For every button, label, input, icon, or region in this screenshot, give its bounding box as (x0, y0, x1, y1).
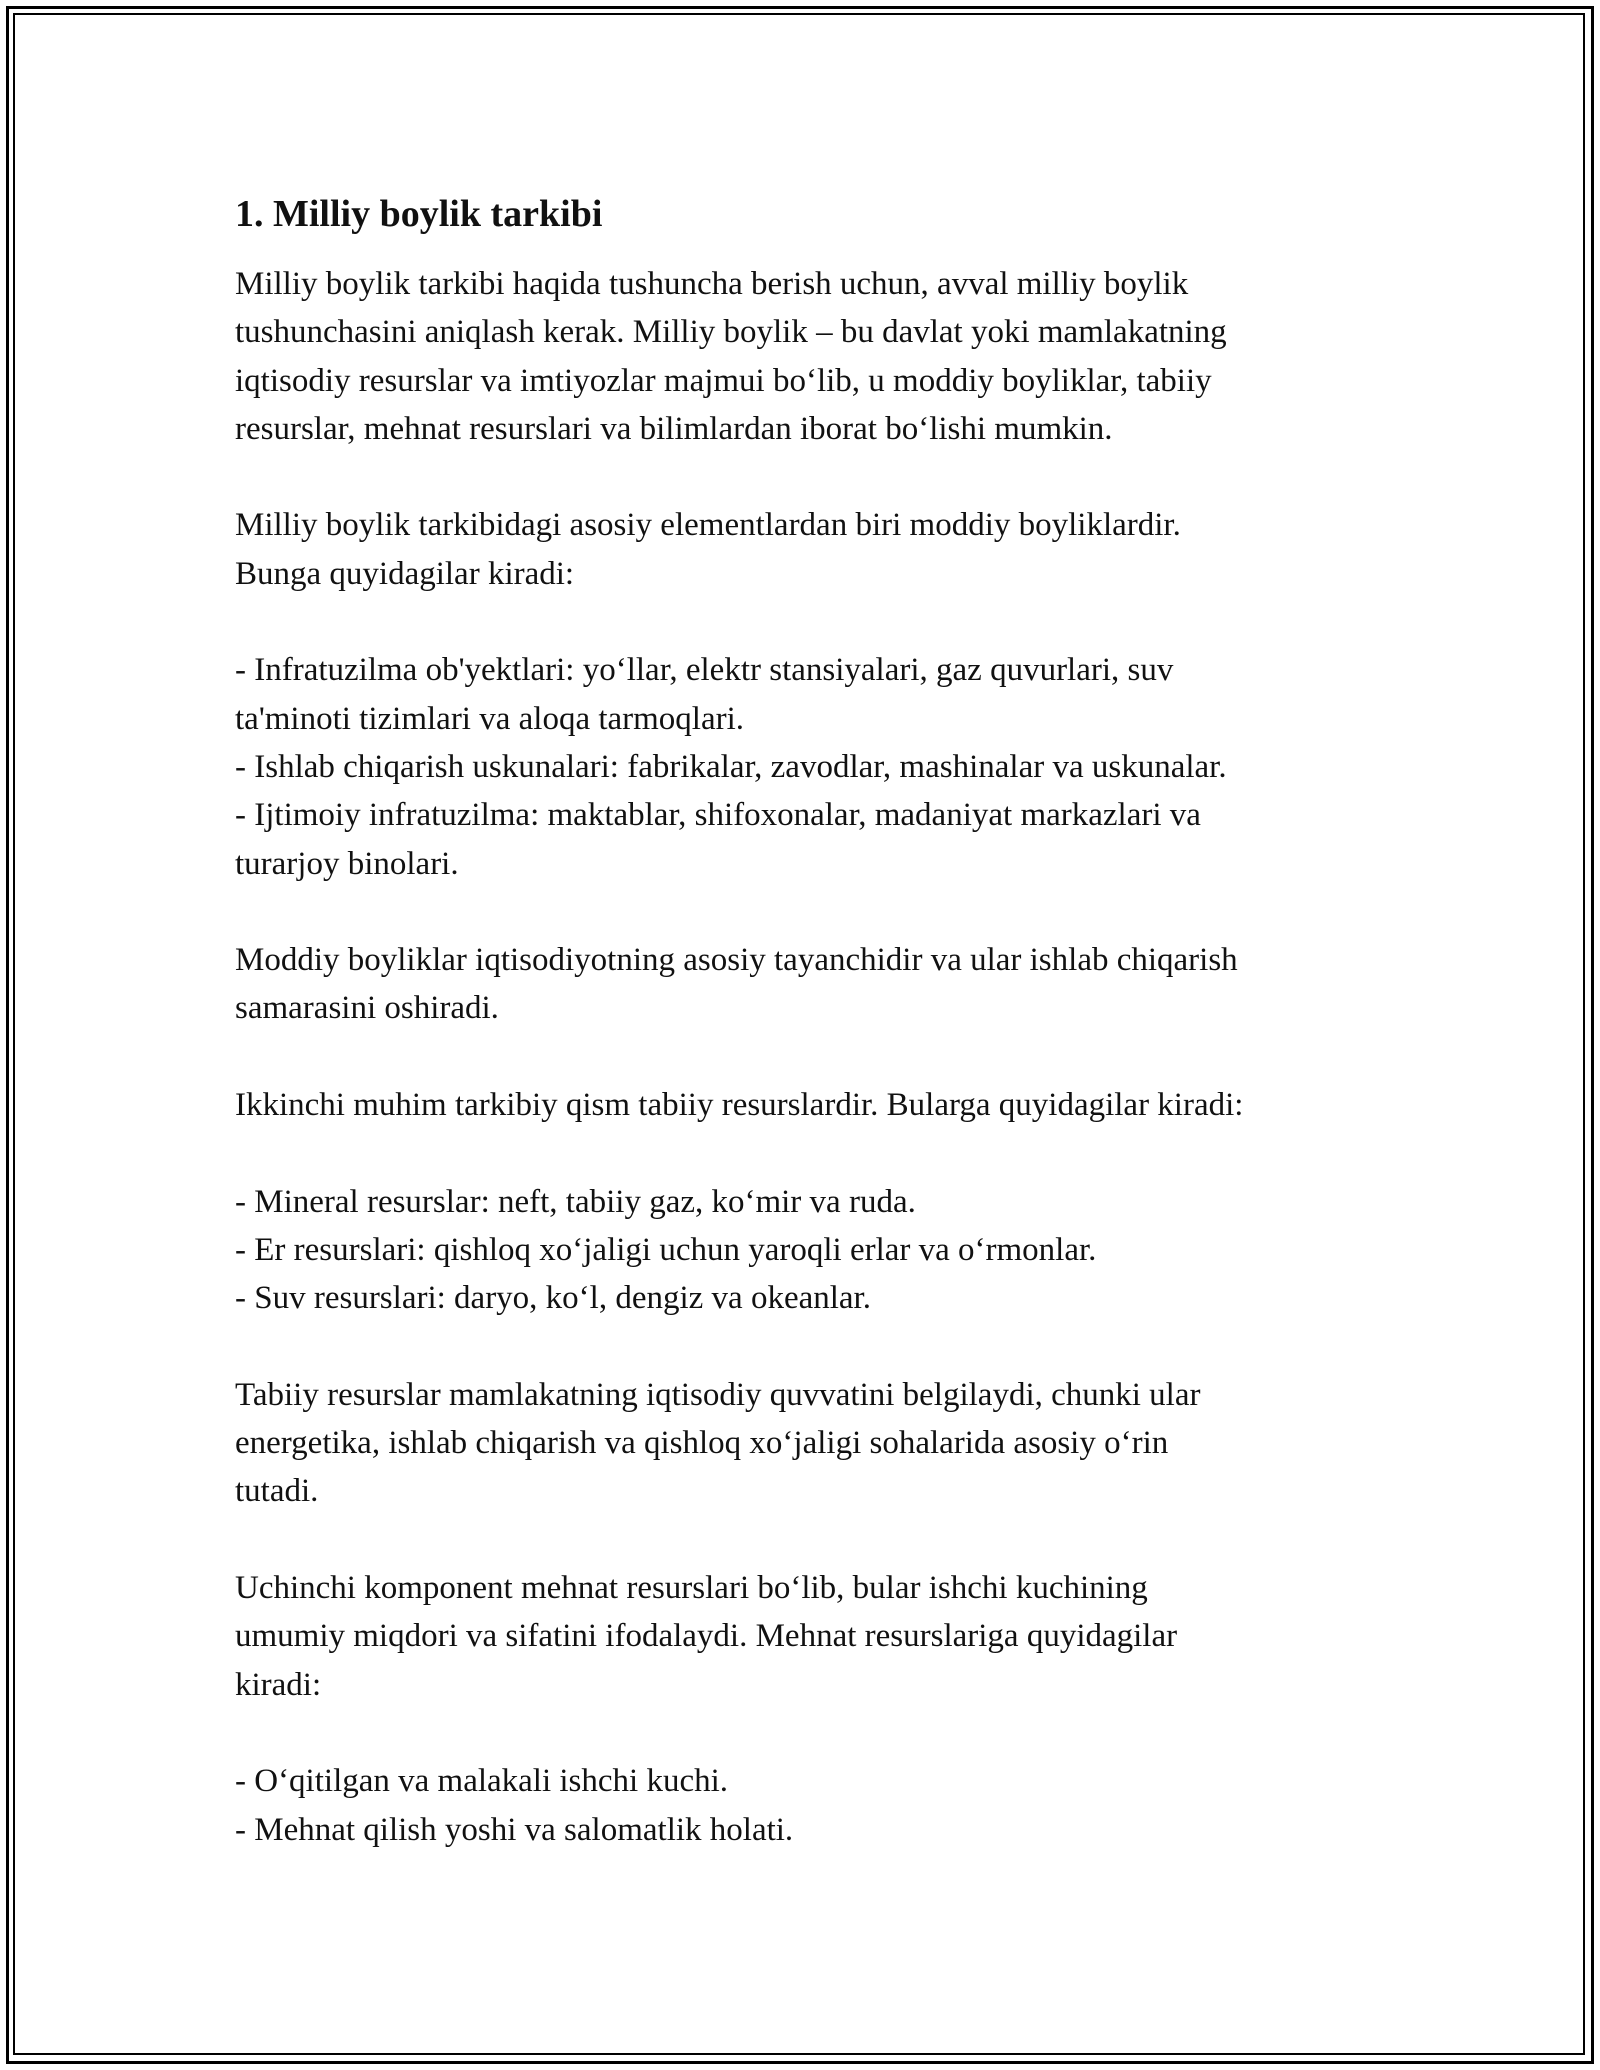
text-line: Tabiiy resurslar mamlakatning iqtisodiy quvvatini belgilaydi, chunki ular (235, 1376, 1201, 1413)
text-line: - Ijtimoiy infratuzilma: maktablar, shifoxonalar, madaniyat markazlari va (235, 797, 1201, 834)
text-line: Milliy boylik tarkibidagi asosiy elementlardan biri moddiy boyliklardir. (235, 507, 1181, 544)
text-line: ta'minoti tizimlari va aloqa tarmoqlari. (235, 700, 745, 737)
paragraph-spacer (235, 1033, 1375, 1081)
text-line: - Mineral resurslar: neft, tabiiy gaz, ko‘mir va ruda. (235, 1183, 916, 1220)
paragraph-spacer (235, 1709, 1375, 1757)
text-line: iqtisodiy resurslar va imtiyozlar majmui bo‘lib, u moddiy boyliklar, tabiiy (235, 362, 1212, 399)
text-line: tutadi. (235, 1473, 319, 1510)
text-line: Milliy boylik tarkibi haqida tushuncha berish uchun, avval milliy boylik (235, 266, 1189, 302)
text-line: Uchinchi komponent mehnat resurslari bo‘lib, bular ishchi kuchining (235, 1570, 1148, 1607)
paragraph (235, 1081, 1375, 1129)
text-line: Moddiy boyliklar iqtisodiyotning asosiy tayanchidir va ular ishlab chiqarish (235, 942, 1238, 979)
paragraph (235, 1757, 1375, 1854)
paragraph (235, 501, 1375, 598)
paragraph (235, 260, 1375, 453)
document-body (235, 190, 1375, 1854)
text-line: Bunga quyidagilar kiradi: (235, 555, 575, 592)
paragraph (235, 646, 1375, 887)
text-line: - Mehnat qilish yoshi va salomatlik holati. (235, 1811, 794, 1848)
text-line: - Infratuzilma ob'yektlari: yo‘llar, elektr stansiyalari, gaz quvurlari, suv (235, 652, 1174, 689)
paragraph-spacer (235, 1516, 1375, 1564)
text-line: kiradi: (235, 1666, 322, 1703)
paragraph-list (235, 260, 1375, 1854)
paragraph (235, 1564, 1375, 1709)
text-line: - Suv resurslari: daryo, ko‘l, dengiz va okeanlar. (235, 1280, 871, 1317)
paragraph-spacer (235, 1129, 1375, 1177)
section-heading: 1. Milliy boylik tarkibi (235, 193, 603, 235)
text-line: umumiy miqdori va sifatini ifodalaydi. Mehnat resurslariga quyidagilar (235, 1618, 1178, 1655)
text-line: resurslar, mehnat resurslari va bilimlardan iborat bo‘lishi mumkin. (235, 410, 1113, 447)
text-line: energetika, ishlab chiqarish va qishloq xo‘jaligi sohalarida asosiy o‘rin (235, 1425, 1169, 1462)
text-line: samarasini oshiradi. (235, 990, 499, 1027)
paragraph-spacer (235, 453, 1375, 501)
paragraph (235, 936, 1375, 1033)
text-line: - O‘qitilgan va malakali ishchi kuchi. (235, 1763, 729, 1800)
text-line: tushunchasini aniqlash kerak. Milliy boylik – bu davlat yoki mamlakatning (235, 314, 1227, 351)
paragraph-spacer (235, 598, 1375, 646)
text-line: - Ishlab chiqarish uskunalari: fabrikalar, zavodlar, mashinalar va uskunalar. (235, 748, 1227, 785)
paragraph-spacer (235, 888, 1375, 936)
paragraph (235, 1371, 1375, 1516)
text-line: Ikkinchi muhim tarkibiy qism tabiiy resurslardir. Bularga quyidagilar kiradi: (235, 1087, 1244, 1124)
text-line: turarjoy binolari. (235, 845, 459, 882)
paragraph (235, 1178, 1375, 1323)
paragraph-spacer (235, 1323, 1375, 1371)
text-line: - Er resurslari: qishloq xo‘jaligi uchun yaroqli erlar va o‘rmonlar. (235, 1231, 1097, 1268)
